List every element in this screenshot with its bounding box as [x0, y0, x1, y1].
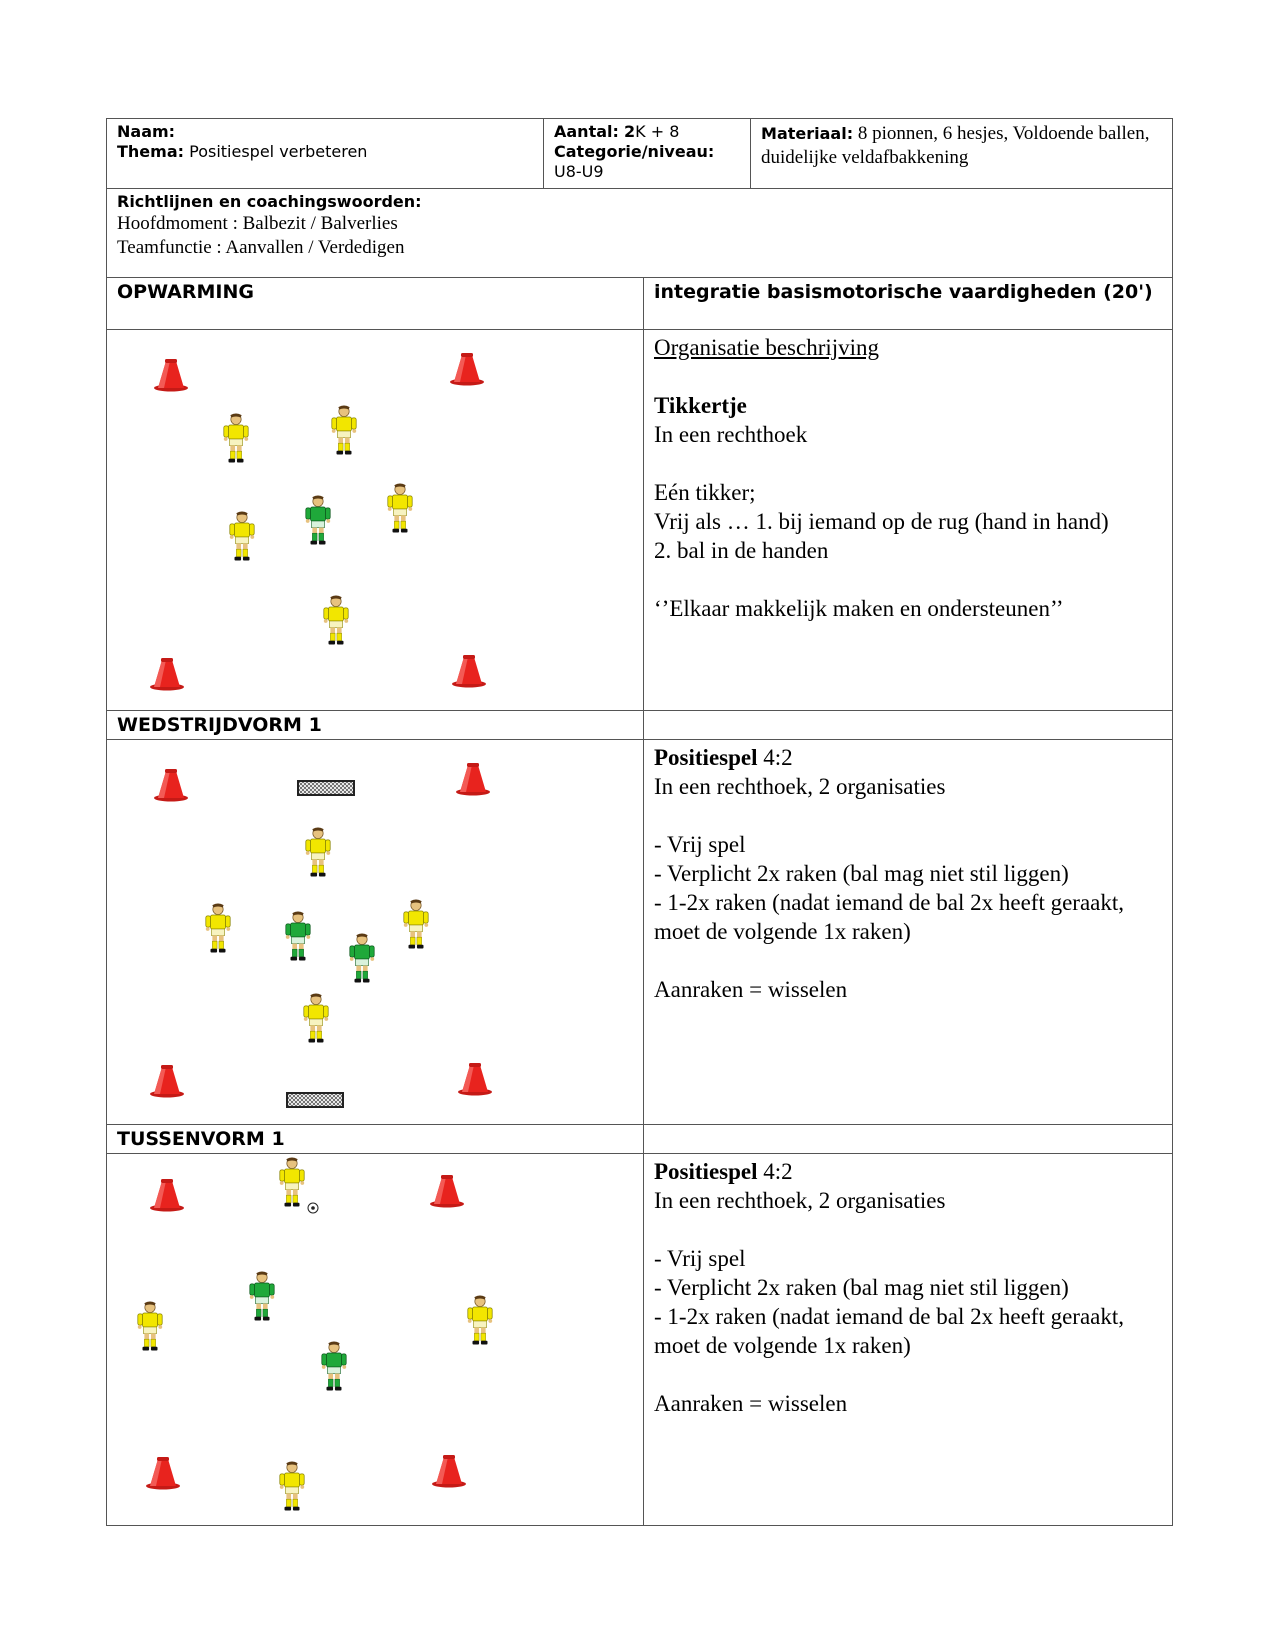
section-1-line-7: ‘’Elkaar makkelijk maken en ondersteunen’’: [654, 596, 1064, 621]
cone-icon: [150, 1065, 184, 1098]
section-2-diagram: [107, 740, 644, 1122]
yellow-player-icon: [468, 1295, 492, 1344]
naam-cell: [107, 119, 544, 189]
section-1-line-3: Eén tikker;: [654, 480, 756, 505]
section-2-line-4: - Verplicht 2x raken (bal mag niet stil liggen): [654, 861, 1069, 886]
yellow-player-icon: [280, 1157, 304, 1206]
section-3-line-5: - 1-2x raken (nadat iemand de bal 2x heeft geraakt, moet de volgende 1x raken): [654, 1304, 1125, 1358]
section-1-name: Tikkertje: [654, 393, 747, 418]
yellow-player-icon: [224, 413, 248, 462]
cone-icon: [150, 658, 184, 691]
section-2-line-5: - 1-2x raken (nadat iemand de bal 2x heeft geraakt, moet de volgende 1x raken): [654, 890, 1125, 944]
yellow-player-icon: [304, 993, 328, 1042]
section-2-title: WEDSTRIJDVORM 1: [107, 711, 644, 740]
ball-icon: [308, 1203, 318, 1213]
yellow-player-icon: [280, 1461, 304, 1510]
section-1-diagram: [107, 330, 644, 708]
categorie-label: Categorie/niveau:: [554, 142, 715, 161]
yellow-player-icon: [332, 405, 356, 454]
section-3-title: TUSSENVORM 1: [107, 1125, 644, 1154]
section-3-line-4: - Verplicht 2x raken (bal mag niet stil liggen): [654, 1275, 1069, 1300]
section-2-diagram-cell: [107, 740, 644, 1125]
cone-icon: [432, 1455, 466, 1488]
green-player-icon: [322, 1341, 346, 1390]
yellow-player-icon: [388, 483, 412, 532]
goal-icon: [298, 781, 354, 795]
section-3-text-cell: [644, 1154, 1173, 1526]
thema-label: Thema:: [117, 142, 185, 161]
section-3-line-7: Aanraken = wisselen: [654, 1391, 848, 1416]
section-3-line-3: - Vrij spel: [654, 1246, 746, 1271]
section-2-text-cell: [644, 740, 1173, 1125]
yellow-player-icon: [138, 1301, 162, 1350]
section-3-name-suffix: 4:2: [757, 1159, 793, 1184]
section-3-name: Positiespel: [654, 1159, 758, 1184]
materiaal-label: Materiaal:: [761, 124, 854, 143]
green-player-icon: [250, 1271, 274, 1320]
yellow-player-icon: [404, 899, 428, 948]
section-2-name: Positiespel: [654, 745, 758, 770]
section-1-text-cell: [644, 330, 1173, 711]
goal-icon: [287, 1093, 343, 1107]
training-table: [106, 118, 1173, 1526]
richtlijnen-line-2: Teamfunctie : Aanvallen / Verdedigen: [117, 237, 405, 258]
section-1-line-1: In een rechthoek: [654, 422, 808, 447]
aantal-value-bold: 2: [624, 122, 636, 141]
categorie-value: U8-U9: [554, 162, 604, 181]
section-1-line-4: Vrij als … 1. bij iemand op de rug (hand in hand): [654, 509, 1109, 534]
section-2-line-3: - Vrij spel: [654, 832, 746, 857]
section-1-title: OPWARMING: [107, 278, 644, 330]
yellow-player-icon: [324, 595, 348, 644]
cone-icon: [154, 769, 188, 802]
materiaal-cell: [751, 119, 1173, 189]
yellow-player-icon: [306, 827, 330, 876]
thema-value: Positiespel verbeteren: [189, 142, 368, 161]
cone-icon: [458, 1063, 492, 1096]
section-3-subtitle: [644, 1125, 1173, 1154]
cone-icon: [450, 353, 484, 386]
cone-icon: [430, 1175, 464, 1208]
yellow-player-icon: [206, 903, 230, 952]
green-player-icon: [286, 911, 310, 960]
cone-icon: [456, 763, 490, 796]
cone-icon: [452, 655, 486, 688]
section-2-name-suffix: 4:2: [757, 745, 793, 770]
green-player-icon: [306, 495, 330, 544]
training-sheet: [106, 118, 1172, 1526]
richtlijnen-title: Richtlijnen en coachingswoorden:: [117, 192, 422, 211]
section-1-subtitle: integratie basismotorische vaardigheden (20'): [644, 278, 1173, 330]
cone-icon: [146, 1457, 180, 1490]
section-2-line-7: Aanraken = wisselen: [654, 977, 848, 1002]
materiaal-value: 8 pionnen, 6 hesjes, Voldoende ballen, duidelijke veldafbakkening: [761, 123, 1150, 168]
section-3-line-1: In een rechthoek, 2 organisaties: [654, 1188, 946, 1213]
richtlijnen-cell: [107, 189, 1173, 278]
aantal-cell: [544, 119, 751, 189]
section-1-line-5: 2. bal in de handen: [654, 538, 829, 563]
section-3-diagram: [107, 1154, 644, 1523]
aantal-value: K + 8: [635, 122, 680, 141]
aantal-label: Aantal:: [554, 122, 619, 141]
section-2-line-1: In een rechthoek, 2 organisaties: [654, 774, 946, 799]
naam-label: Naam:: [117, 122, 176, 141]
yellow-player-icon: [230, 511, 254, 560]
cone-icon: [154, 359, 188, 392]
richtlijnen-line-1: Hoofdmoment : Balbezit / Balverlies: [117, 213, 398, 234]
section-3-diagram-cell: [107, 1154, 644, 1526]
green-player-icon: [350, 933, 374, 982]
section-1-diagram-cell: [107, 330, 644, 711]
section-1-org-heading: Organisatie beschrijving: [654, 335, 880, 360]
section-2-subtitle: [644, 711, 1173, 740]
cone-icon: [150, 1179, 184, 1212]
